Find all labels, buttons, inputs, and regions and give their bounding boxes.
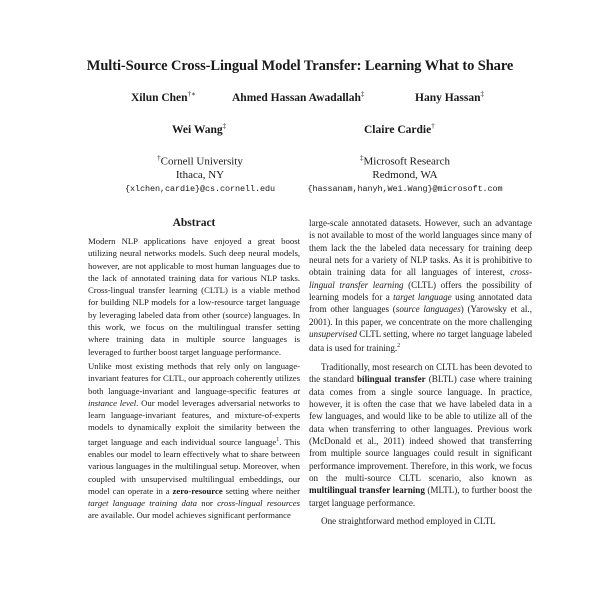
affiliation-email: {hassanam,hanyh,Wei.Wang}@microsoft.com (307, 183, 503, 194)
author-name: Xilun Chen (131, 91, 188, 104)
affiliation-mark: † (157, 154, 161, 162)
text-span: CLTL setting, where (357, 329, 437, 340)
abstract-heading: Abstract (172, 217, 216, 229)
footnote-marker: 2 (397, 343, 401, 350)
intro-paragraph-2 (309, 361, 532, 509)
author-4 (172, 122, 226, 136)
intro-paragraph-3: One straightforward method employed in CLTL (321, 515, 496, 526)
intro-paragraph-1 (309, 217, 532, 355)
author-name: Wei Wang (172, 123, 223, 136)
emphasis-span: no (436, 329, 446, 340)
emphasis-span: unsupervised (309, 329, 357, 340)
author-mark: ‡ (222, 122, 227, 130)
author-1 (131, 90, 196, 104)
author-mark: ‡ (480, 90, 485, 98)
author-mark: ‡ (360, 90, 365, 98)
text-span: . This enables our model to learn effectively what to share between various languages in the multilingual setup. Moreover, when coupled with unsupervised multilingual embeddings, our model can operate in a (88, 436, 300, 496)
affiliation-mark: ‡ (360, 154, 364, 162)
affiliation-org: Microsoft Research (363, 155, 450, 168)
paper-title: Multi-Source Cross-Lingual Model Transfer: Learning What to Share (86, 58, 514, 74)
text-span: setting where neither (222, 485, 300, 496)
author-mark: † (431, 122, 435, 130)
affiliation-microsoft (295, 152, 515, 196)
affiliation-place: Ithaca, NY (175, 169, 225, 182)
text-span: ) (Yarowsky et al., 2001). In this paper, we concentrate on the more challenging (309, 304, 532, 327)
author-name: Ahmed Hassan Awadallah (232, 91, 361, 104)
affiliation-place: Redmond, WA (372, 169, 438, 182)
introduction-body (309, 217, 532, 527)
author-5 (364, 122, 435, 136)
text-span: (CLTL) offers the possibility of learning models for a (309, 279, 532, 303)
abstract-body (88, 235, 300, 522)
author-name: Claire Cardie (364, 123, 432, 136)
footnote-marker: 1 (276, 436, 280, 443)
text-span: large-scale annotated datasets. However, such an advantage is not available to most of the world languages since many of them lack the the labeled data necessary for training deep neural nets for a variety of NLP tasks. As it is prohibitive to obtain training data for all languages of interest, (309, 218, 532, 278)
affiliation-org: Cornell University (160, 155, 243, 168)
bold-span: multilingual transfer learning (309, 485, 425, 496)
text-span: (BLTL) case where training data comes from a single source language. In practice, however, it is often the case that we have labeled data in a few languages, and would like to be able to utilize all of the data when transferring to other languages. Previous work (McDonald et al., 2011) indeed showed that transferring from multiple source languages could result in significant performance improvement. Therefore, in this work, we focus on the multi-source CLTL scenario, also known as (309, 374, 532, 483)
bold-span: bilingual transfer (357, 374, 426, 385)
affiliation-cornell (110, 152, 290, 196)
text-span: Traditionally, most research on CLTL has been devoted to the standard (309, 361, 532, 385)
text-span: nor (196, 498, 218, 509)
author-name: Hany Hassan (415, 91, 481, 104)
abstract-paragraph-1: Modern NLP applications have enjoyed a great boost utilizing neural networks models. Such deep neural models, however, are not applicable to most human languages due to the lack of annotated training data for various NLP tasks. Cross-lingual transfer learning (CLTL) is a viable method for building NLP models for a low-resource target language by leveraging labeled data from other (source) languages. In this work, we focus on the multilingual transfer setting where training data in multiple source languages is leveraged to further boost target language performance. (88, 236, 300, 357)
affiliation-email: {xlchen,cardie}@cs.cornell.edu (124, 183, 276, 194)
emphasis-span: source languages (395, 304, 461, 315)
emphasis-span: cross-lingual transfer learning (309, 267, 532, 290)
text-span: target language labeled data is used for training. (309, 329, 532, 354)
text-span: are available. Our model achieves significant performance (88, 510, 291, 521)
author-3 (415, 90, 484, 104)
emphasis-span: target language training data (88, 498, 197, 509)
bold-span: zero-resource (172, 485, 223, 496)
text-span: using annotated data from other languages ( (309, 292, 532, 315)
emphasis-span: target language (393, 292, 452, 303)
author-2 (232, 90, 364, 104)
emphasis-span: cross-lingual resources (217, 498, 300, 509)
text-span: (MLTL), to further boost the target language performance. (309, 485, 533, 508)
author-mark: †∗ (187, 90, 196, 98)
text-span: . Our model leverages adversarial networks to learn language-invariant features, and mixture-of-experts models to dynamically exploit the similarity between the target language and each individual source language (88, 397, 300, 447)
abstract-paragraph-2 (88, 360, 300, 522)
text-span: Unlike most existing methods that rely only on language-invariant features for CLTL, our approach coherently utilizes both language-invariant and language-specific features (88, 360, 300, 396)
emphasis-span: at instance level (88, 385, 300, 408)
